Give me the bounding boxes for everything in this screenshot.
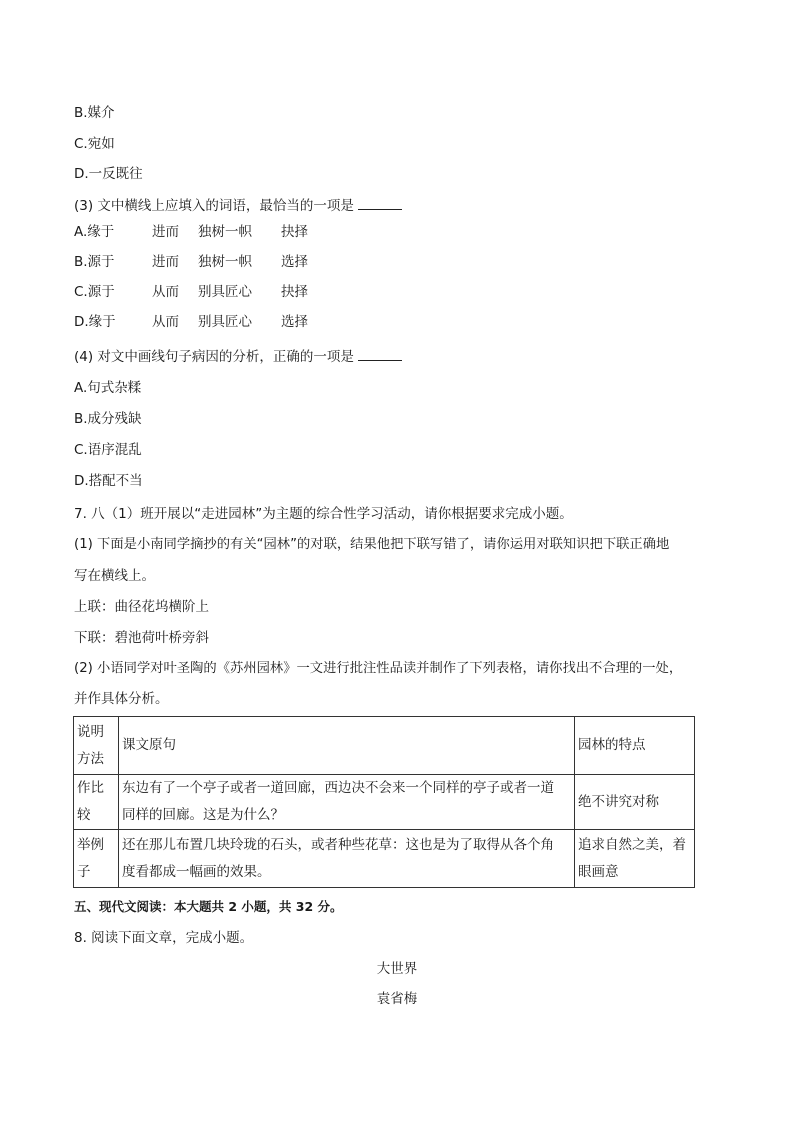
q8-stem: 8. 阅读下面文章，完成小题。 (74, 930, 254, 946)
option-word-1: 从而 (152, 284, 179, 300)
q7-stem: 7. 八（1）班开展以“走进园林”为主题的综合性学习活动，请你根据要求完成小题。 (74, 506, 573, 522)
header-method-line-2: 方法 (77, 750, 104, 767)
row-method-line-2: 较 (77, 807, 91, 823)
row-method (74, 775, 119, 830)
row-method-line-1: 作比 (77, 780, 104, 796)
row-feature-line-2: 眼画意 (578, 863, 619, 880)
q7-sub1-line-2: 写在横线上。 (74, 568, 155, 584)
option-word-3: 抉择 (281, 224, 308, 240)
q7-sub2-line-1: (2) 小语同学对叶圣陶的《苏州园林》一文进行批注性品读并制作了下列表格，请你找出不合理的一处， (74, 661, 683, 676)
q6-sub4-option-c: C.语序混乱 (74, 442, 142, 458)
row-feature (575, 775, 695, 830)
q6-sub4-option-a: A.句式杂糅 (74, 380, 142, 396)
option-word-1: 进而 (152, 224, 179, 240)
row-feature-line-1: 追求自然之美，着 (578, 836, 686, 853)
option-word-2: 独树一帜 (198, 224, 252, 240)
q6-sub4-stem-text: (4) 对文中画线句子病因的分析，正确的一项是 (74, 349, 354, 365)
table-header-row (74, 717, 695, 775)
analysis-table (73, 716, 695, 888)
row-method-line-2: 子 (77, 863, 91, 880)
header-method-line-1: 说明 (77, 723, 104, 740)
q6-sub4-stem (74, 348, 402, 366)
option-label: B.源于 (74, 254, 115, 270)
couplet-lower: 下联：碧池荷叶桥旁斜 (74, 630, 209, 646)
answer-blank (358, 197, 402, 210)
q6-sub4-option-d: D.搭配不当 (74, 473, 143, 489)
row-sentence-line-1: 还在那儿布置几块玲珑的石头，或者种些花草：这也是为了取得从各个角 (122, 836, 554, 853)
option-label: C.源于 (74, 284, 115, 300)
option-word-2: 别具匠心 (198, 284, 252, 300)
couplet-upper: 上联：曲径花坞横阶上 (74, 599, 209, 615)
option-word-2: 别具匠心 (198, 314, 252, 330)
row-sentence (119, 775, 575, 830)
header-feature: 园林的特点 (575, 717, 695, 775)
q6-sub4-option-b: B.成分残缺 (74, 411, 142, 427)
option-word-1: 进而 (152, 254, 179, 270)
q6-option-c: C.宛如 (74, 136, 115, 152)
option-label: A.缘于 (74, 224, 115, 240)
article-author: 袁省梅 (376, 991, 418, 1007)
option-word-2: 独树一帜 (198, 254, 252, 270)
table-row (74, 775, 695, 830)
q6-sub3-stem-text: (3) 文中横线上应填入的词语，最恰当的一项是 (74, 198, 354, 214)
row-sentence-line-1: 东边有了一个亭子或者一道回廊，西边决不会来一个同样的亭子或者一道 (122, 780, 554, 796)
option-word-3: 选择 (281, 254, 308, 270)
option-word-1: 从而 (152, 314, 179, 330)
row-method (74, 830, 119, 888)
q6-sub3-stem (74, 197, 402, 215)
row-method-line-1: 举例 (77, 836, 104, 853)
row-feature (575, 830, 695, 888)
header-sentence: 课文原句 (119, 717, 575, 775)
article-title: 大世界 (376, 961, 418, 977)
q7-sub1-line-1: (1) 下面是小南同学摘抄的有关“园林”的对联，结果他把下联写错了，请你运用对联知识把下联正确地 (74, 537, 670, 552)
option-label: D.缘于 (74, 314, 116, 330)
row-feature-line-1: 绝不讲究对称 (578, 793, 659, 810)
option-word-3: 抉择 (281, 284, 308, 300)
section-five-heading: 五、现代文阅读：本大题共 2 小题，共 32 分。 (74, 899, 343, 914)
answer-blank (358, 348, 402, 361)
q7-sub2-line-2: 并作具体分析。 (74, 691, 169, 707)
option-word-3: 选择 (281, 314, 308, 330)
q6-option-d: D.一反既往 (74, 166, 143, 182)
row-sentence-line-2: 同样的回廊。这是为什么？ (122, 807, 284, 823)
table-row (74, 830, 695, 888)
row-sentence-line-2: 度看都成一幅画的效果。 (122, 863, 271, 880)
q6-option-b: B.媒介 (74, 105, 115, 121)
header-method (74, 717, 119, 775)
row-sentence (119, 830, 575, 888)
